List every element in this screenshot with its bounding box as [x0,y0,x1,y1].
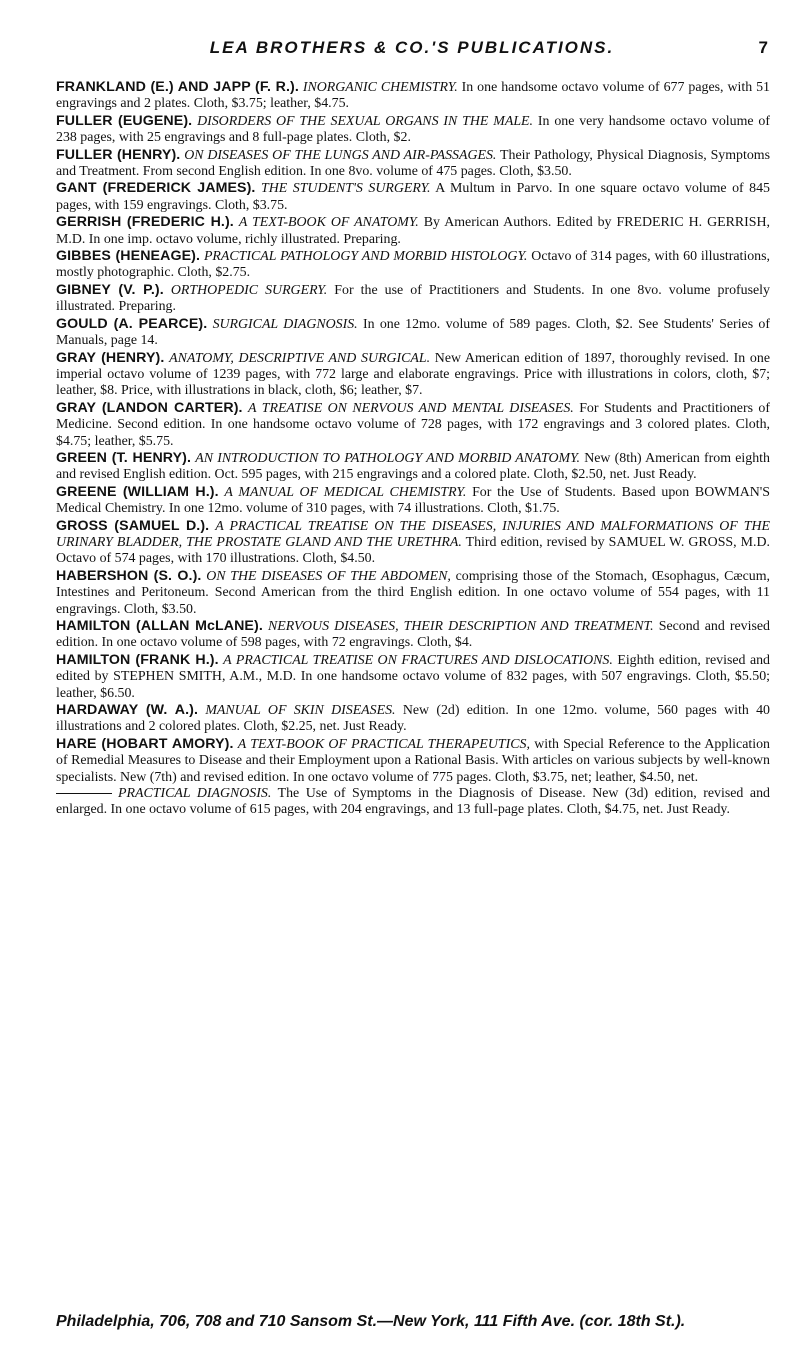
entry-title: INORGANIC CHEMISTRY. [302,80,458,95]
entry-title: PRACTICAL DIAGNOSIS. [118,786,272,802]
entry-title: A PRACTICAL TREATISE ON THE DISEASES, INJURIES AND MALFORMATIONS OF THE URINARY BLADDER, THE PROSTATE GLAND AND THE URETHRA. [56,518,771,550]
entry-title: A TREATISE ON NERVOUS AND MENTAL DISEASES. [248,400,574,416]
entry-details: Octavo of 314 pages, with 60 illustrations, mostly photographic. Cloth, $2.75. [56,249,770,281]
catalog-entry [56,113,770,147]
entry-details: New American edition of 1897, thoroughly revised. In one imperial octavo volume of 1239 pages, with 772 large and elaborate engravings. Price with illustrations in colors, cloth, $7; leather, $8. Price, with illustrations in black, cloth, $6; leather, $7. [56,350,770,399]
entry-details: In one 12mo. volume of 589 pages. Cloth, $2. See Students' Series of Manuals, page 14. [56,316,770,349]
entry-details: with Special Reference to the Application of Remedial Measures to Disease and their Employment upon a Rational Basis. With articles on various subjects by well-known specialists. New (7th) and revised edition. In one octavo volume of 775 pages. Cloth, $3.75, net; leather, $4.50, net. [56,736,770,785]
catalog-entry [56,450,770,484]
catalog-entry [56,316,770,350]
entry-author: GREEN (T. HENRY). [56,449,192,466]
entry-details: Second and revised edition. In one octavo volume of 598 pages, with 72 engravings. Cloth, $4. [56,619,770,651]
entry-title: ON THE DISEASES OF THE ABDOMEN, [206,568,451,584]
entry-title: A TEXT-BOOK OF PRACTICAL THERAPEUTICS, [237,736,530,752]
entry-details: A Multum in Parvo. In one square octavo volume of 845 pages, with 159 engravings. Cloth, $3.75. [56,181,770,213]
publisher-address: Philadelphia, 706, 708 and 710 Sansom St.—New York, 111 Fifth Ave. (cor. 18th St.). [56,1313,686,1330]
entry-title: THE STUDENT'S SURGERY. [261,181,431,197]
entry-author: GOULD (A. PEARCE). [56,315,208,332]
entry-details: For the use of Practitioners and Students. In one 8vo. volume profusely illustrated. Preparing. [56,282,770,315]
entry-title: ORTHOPEDIC SURGERY. [170,282,328,298]
entry-author: GERRISH (FREDERIC H.). [56,214,234,231]
entry-details: By American Authors. Edited by FREDERIC H. GERRISH, M.D. In one imp. octavo volume, richly illustrated. Preparing. [56,215,770,247]
entry-title: DISORDERS OF THE SEXUAL ORGANS IN THE MALE. [197,113,533,129]
entry-details: Their Pathology, Physical Diagnosis, Symptoms and Treatment. From second English edition. In one 8vo. volume of 475 pages. Cloth, $3.50. [56,147,771,180]
catalog-entry [56,518,770,568]
entry-title: NERVOUS DISEASES, THEIR DESCRIPTION AND TREATMENT. [267,619,654,634]
entry-author: HAMILTON (FRANK H.). [56,651,219,668]
catalog-entry [56,652,770,702]
entry-title: MANUAL OF SKIN DISEASES. [205,703,396,719]
catalog-entry [56,350,770,400]
catalog-entry [56,400,770,450]
entry-author: HARE (HOBART AMORY). [56,735,234,752]
entry-author: HABERSHON (S. O.). [56,567,202,584]
entry-author: GREENE (WILLIAM H.). [56,483,219,500]
entry-details: New (2d) edition. In one 12mo. volume, 560 pages with 40 illustrations and 2 colored plates. Cloth, $2.25, net. Just Ready. [56,703,770,735]
entry-author: GIBNEY (V. P.). [56,281,164,298]
entry-title: ON DISEASES OF THE LUNGS AND AIR-PASSAGES. [184,147,497,163]
entry-details: comprising those of the Stomach, Œsophagus, Cæcum, Intestines and Peritoneum. Second American from the third English edition. In one octavo volume of 554 pages, with 11 engravings. Cloth, $3.50. [56,568,770,617]
entry-author: FRANKLAND (E.) AND JAPP (F. R.). [56,79,299,95]
entry-author: GRAY (LANDON CARTER). [56,399,243,416]
catalog-entry [56,786,770,819]
catalog-entry [56,147,770,181]
entry-author: GRAY (HENRY). [56,349,165,366]
catalog-entries [56,79,770,819]
catalog-entry [56,79,770,113]
catalog-entry [56,248,770,282]
catalog-entry [56,214,770,248]
catalog-entry [56,282,770,316]
entry-details: New (8th) American from eighth and revised English edition. Oct. 595 pages, with 215 engravings and a colored plate. Cloth, $2.50, net. Just Ready. [56,450,770,483]
catalog-entry [56,618,770,652]
entry-title: SURGICAL DIAGNOSIS. [212,316,358,332]
entry-details: The Use of Symptoms in the Diagnosis of Disease. New (3d) edition, revised and enlarged. In one octavo volume of 615 pages, with 204 engravings, and 13 full-page plates. Cloth, $4.75, net. Just Ready. [56,786,770,818]
catalog-entry [56,180,770,214]
catalog-entry [56,702,770,736]
entry-details: For Students and Practitioners of Medicine. Second edition. In one handsome octavo volume of 728 pages, with 172 engravings and 3 colored plates. Cloth, $4.75; leather, $5.75. [56,400,770,449]
entry-author: FULLER (HENRY). [56,146,181,163]
entry-author: GROSS (SAMUEL D.). [56,517,210,534]
catalog-entry [56,484,770,518]
catalog-entry [56,568,770,618]
entry-details: Third edition, revised by SAMUEL W. GROSS, M.D. Octavo of 574 pages, with 170 illustrations. Cloth, $4.50. [56,534,770,567]
running-title: LEA BROTHERS & CO.'S PUBLICATIONS. [209,38,615,57]
entry-title: PRACTICAL PATHOLOGY AND MORBID HISTOLOGY. [203,249,528,265]
entry-author: GIBBES (HENEAGE). [56,248,201,265]
entry-title: A PRACTICAL TREATISE ON FRACTURES AND DISLOCATIONS. [223,652,613,668]
page-header [56,38,768,62]
entry-title: A TEXT-BOOK OF ANATOMY. [238,215,419,231]
entry-title: ANATOMY, DESCRIPTIVE AND SURGICAL. [169,350,431,366]
entry-author: GANT (FREDERICK JAMES). [56,180,256,197]
entry-author: HARDAWAY (W. A.). [56,702,199,719]
entry-details: In one handsome octavo volume of 677 pages, with 51 engravings and 2 plates. Cloth, $3.75; leather, $4.75. [56,80,770,112]
entry-details: For the Use of Students. Based upon BOWMAN'S Medical Chemistry. In one 12mo. volume of 310 pages, with 74 illustrations. Cloth, $1.75. [56,484,770,517]
entry-details: In one very handsome octavo volume of 238 pages, with 25 engravings and 8 full-page plates. Cloth, $2. [56,113,770,146]
entry-author: HAMILTON (ALLAN McLANE). [56,618,263,634]
ditto-rule [56,793,112,794]
catalog-entry [56,736,770,786]
entry-title: AN INTRODUCTION TO PATHOLOGY AND MORBID ANATOMY. [195,450,581,466]
entry-title: A MANUAL OF MEDICAL CHEMISTRY. [224,484,467,500]
entry-details: Eighth edition, revised and edited by STEPHEN SMITH, A.M., M.D. In one handsome octavo volume of 832 pages, with 507 engravings. Cloth, $5.50; leather, $6.50. [56,652,771,701]
entry-author: FULLER (EUGENE). [56,112,193,129]
page-number: 7 [758,38,768,57]
